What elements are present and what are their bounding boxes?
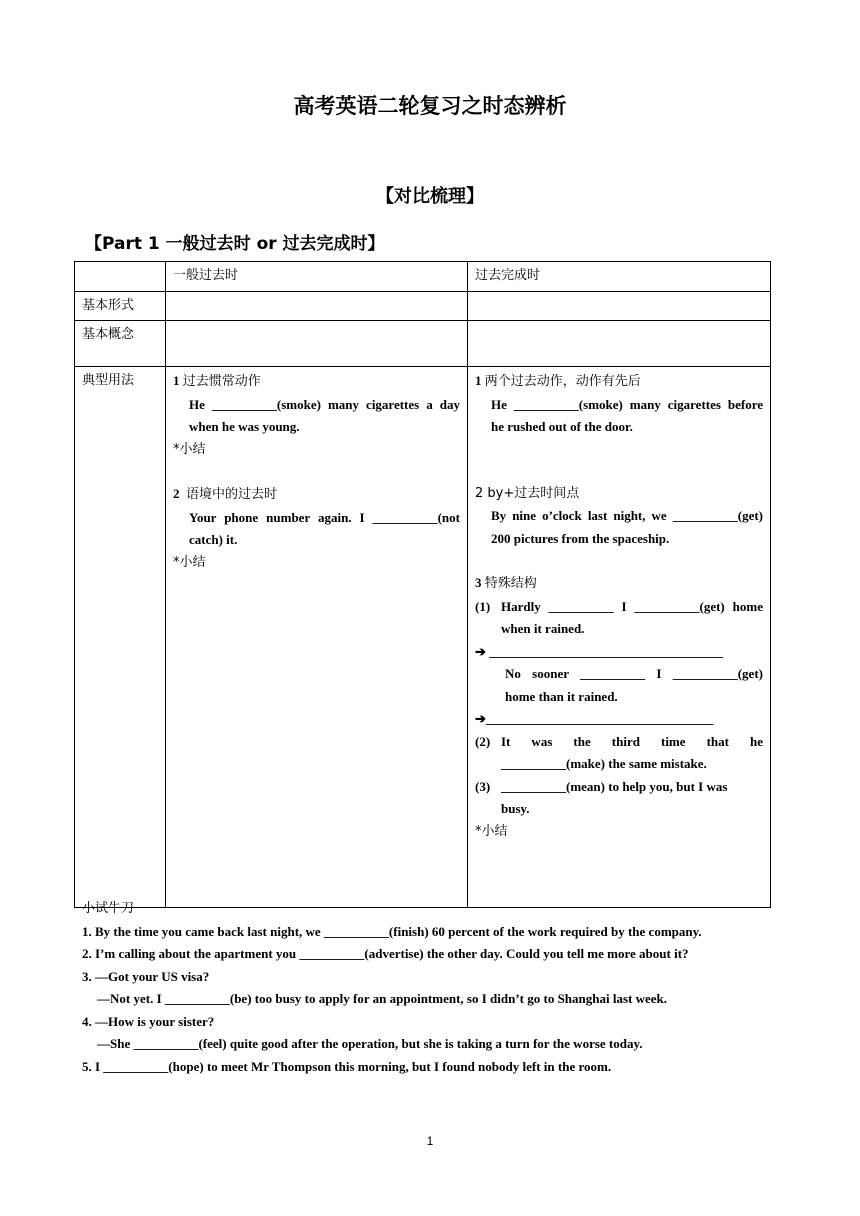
- comparison-table: [74, 261, 771, 908]
- question-3-prompt: 3. —Got your US visa?: [82, 968, 210, 984]
- usage-past-cell: [166, 367, 468, 908]
- document-title: 高考英语二轮复习之时态辨析: [293, 94, 567, 118]
- perfect-usage-3-title: 3 特殊结构: [475, 575, 537, 591]
- no-sooner-sentence: No sooner __________ I __________(get) home than it rained.: [505, 666, 763, 704]
- page-number: 1: [426, 1134, 434, 1148]
- special-structure-3-cont: busy.: [501, 801, 530, 816]
- practice-section: [82, 898, 782, 1078]
- special-structure-1: (1) Hardly __________ I __________(get) home when it rained.: [475, 598, 763, 636]
- question-1: 1. By the time you came back last night, we __________(finish) 60 percent of the work required by the company.: [82, 923, 702, 939]
- perfect-usage-2-title: 2 by+过去时间点: [475, 485, 580, 501]
- past-usage-1-title: 1 过去惯常动作: [173, 373, 261, 389]
- section-heading: 【对比梳理】: [376, 186, 484, 207]
- concept-perfect-cell: [468, 321, 771, 367]
- question-3-answer: —Not yet. I __________(be) too busy to apply for an appointment, so I didn’t go to Shanghai last week.: [97, 991, 668, 1006]
- special-structure-2: (2) It was the third time that he __________(make) the same mistake.: [475, 733, 763, 771]
- past-usage-2-title: 2 语境中的过去时: [173, 486, 278, 502]
- perfect-usage-1-title: 1 两个过去动作，动作有先后: [475, 373, 641, 389]
- concept-past-cell: [166, 321, 468, 367]
- past-usage-2-sentence: Your phone number again. I __________(not catch) it.: [189, 509, 460, 547]
- rewrite-line-1: ➔ ____________________________________: [475, 643, 724, 659]
- row-label-concept: 基本概念: [75, 321, 166, 367]
- perfect-usage-2-sentence: By nine o’clock last night, we __________(get) 200 pictures from the spaceship.: [491, 508, 763, 546]
- header-past-simple: 一般过去时: [166, 262, 468, 292]
- header-empty-cell: [75, 262, 166, 292]
- perfect-summary: *小结: [475, 823, 508, 839]
- perfect-usage-1-sentence: He __________(smoke) many cigarettes before he rushed out of the door.: [491, 396, 763, 434]
- row-label-form: 基本形式: [75, 291, 166, 321]
- special-structure-3: (3) __________(mean) to help you, but I was: [475, 778, 728, 794]
- question-4-answer: —She __________(feel) quite good after the operation, but she is taking a turn for the worse today.: [97, 1036, 643, 1051]
- header-past-perfect: 过去完成时: [468, 262, 771, 292]
- usage-perfect-cell: [468, 367, 771, 908]
- question-4-prompt: 4. —How is your sister?: [82, 1013, 215, 1029]
- row-label-usage: 典型用法: [75, 367, 166, 908]
- part-heading: 【Part 1 一般过去时 or 过去完成时】: [85, 234, 385, 254]
- form-perfect-cell: [468, 291, 771, 321]
- past-summary-2: *小结: [173, 554, 206, 570]
- question-5: 5. I __________(hope) to meet Mr Thompson this morning, but I found nobody left in the room.: [82, 1058, 612, 1074]
- past-usage-1-sentence: He __________(smoke) many cigarettes a day when he was young.: [189, 396, 460, 434]
- practice-title: 小试牛刀: [82, 901, 135, 916]
- past-summary-1: *小结: [173, 441, 206, 457]
- form-past-cell: [166, 291, 468, 321]
- rewrite-line-2: ➔___________________________________: [475, 711, 714, 726]
- question-2: 2. I’m calling about the apartment you __________(advertise) the other day. Could you tell me more about it?: [82, 946, 689, 961]
